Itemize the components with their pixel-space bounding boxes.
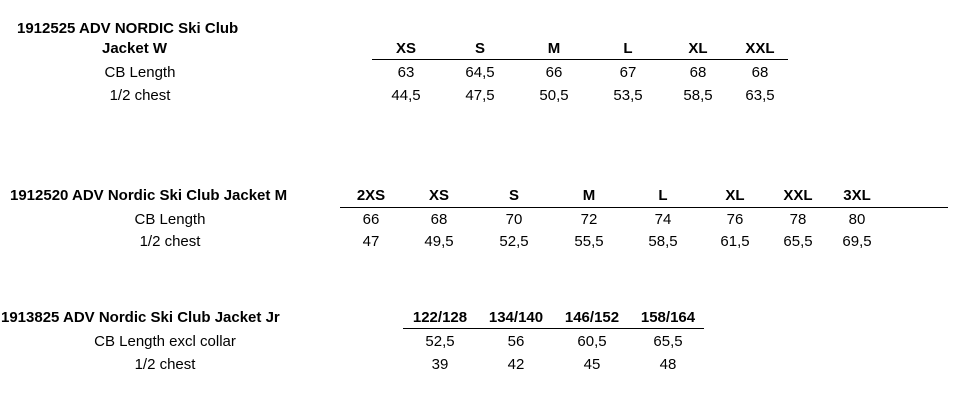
table-cell: 69,5 — [842, 233, 872, 250]
table-cell: 58,5 — [648, 233, 678, 250]
size-header: XS — [428, 187, 449, 204]
row-label: 1/2 chest — [139, 233, 201, 250]
table-title-line2: Jacket W — [102, 40, 168, 57]
table-title: 1912520 ADV Nordic Ski Club Jacket M — [10, 187, 288, 204]
size-header: S — [508, 187, 519, 204]
table-cell: 48 — [659, 356, 677, 373]
header-underline — [340, 207, 948, 208]
table-cell: 63,5 — [745, 87, 775, 104]
table-cell: 60,5 — [577, 333, 607, 350]
header-underline — [403, 328, 704, 329]
table-cell: 72 — [580, 211, 598, 228]
table-cell: 68 — [751, 64, 769, 81]
table-cell: 61,5 — [720, 233, 750, 250]
size-header: M — [582, 187, 596, 204]
table-cell: 52,5 — [425, 333, 455, 350]
table-cell: 67 — [619, 64, 637, 81]
header-underline — [372, 59, 788, 60]
table-cell: 76 — [726, 211, 744, 228]
size-header: L — [623, 40, 633, 57]
table-cell: 80 — [848, 211, 866, 228]
size-header: XL — [688, 40, 708, 57]
table-cell: 42 — [507, 356, 525, 373]
size-header: 134/140 — [488, 309, 544, 326]
table-cell: 78 — [789, 211, 807, 228]
table-cell: 39 — [431, 356, 449, 373]
size-header: S — [474, 40, 485, 57]
table-cell: 44,5 — [391, 87, 421, 104]
table-cell: 56 — [507, 333, 525, 350]
table-cell: 68 — [689, 64, 707, 81]
table-cell: 55,5 — [574, 233, 604, 250]
table-cell: 47 — [362, 233, 380, 250]
size-header: XL — [725, 187, 745, 204]
size-header: XXL — [783, 187, 813, 204]
table-cell: 74 — [654, 211, 672, 228]
size-header: 2XS — [356, 187, 386, 204]
table-cell: 47,5 — [465, 87, 495, 104]
table-title-line1: 1912525 ADV NORDIC Ski Club — [17, 20, 239, 37]
row-label: 1/2 chest — [134, 356, 196, 373]
size-header: L — [658, 187, 668, 204]
row-label: CB Length excl collar — [94, 333, 236, 350]
row-label: 1/2 chest — [109, 87, 171, 104]
table-cell: 66 — [362, 211, 380, 228]
table-cell: 63 — [397, 64, 415, 81]
table-title: 1913825 ADV Nordic Ski Club Jacket Jr — [1, 309, 280, 326]
size-header: XS — [395, 40, 416, 57]
size-header: 122/128 — [412, 309, 468, 326]
table-cell: 52,5 — [499, 233, 529, 250]
table-cell: 50,5 — [539, 87, 569, 104]
table-cell: 53,5 — [613, 87, 643, 104]
table-cell: 66 — [545, 64, 563, 81]
size-header: M — [547, 40, 561, 57]
table-cell: 58,5 — [683, 87, 713, 104]
size-header: 146/152 — [564, 309, 620, 326]
size-header: XXL — [745, 40, 775, 57]
table-cell: 64,5 — [465, 64, 495, 81]
table-cell: 68 — [430, 211, 448, 228]
table-cell: 70 — [505, 211, 523, 228]
size-header: 158/164 — [640, 309, 696, 326]
table-cell: 49,5 — [424, 233, 454, 250]
size-header: 3XL — [843, 187, 871, 204]
row-label: CB Length — [104, 64, 176, 81]
table-cell: 65,5 — [653, 333, 683, 350]
table-cell: 45 — [583, 356, 601, 373]
table-cell: 65,5 — [783, 233, 813, 250]
row-label: CB Length — [134, 211, 206, 228]
